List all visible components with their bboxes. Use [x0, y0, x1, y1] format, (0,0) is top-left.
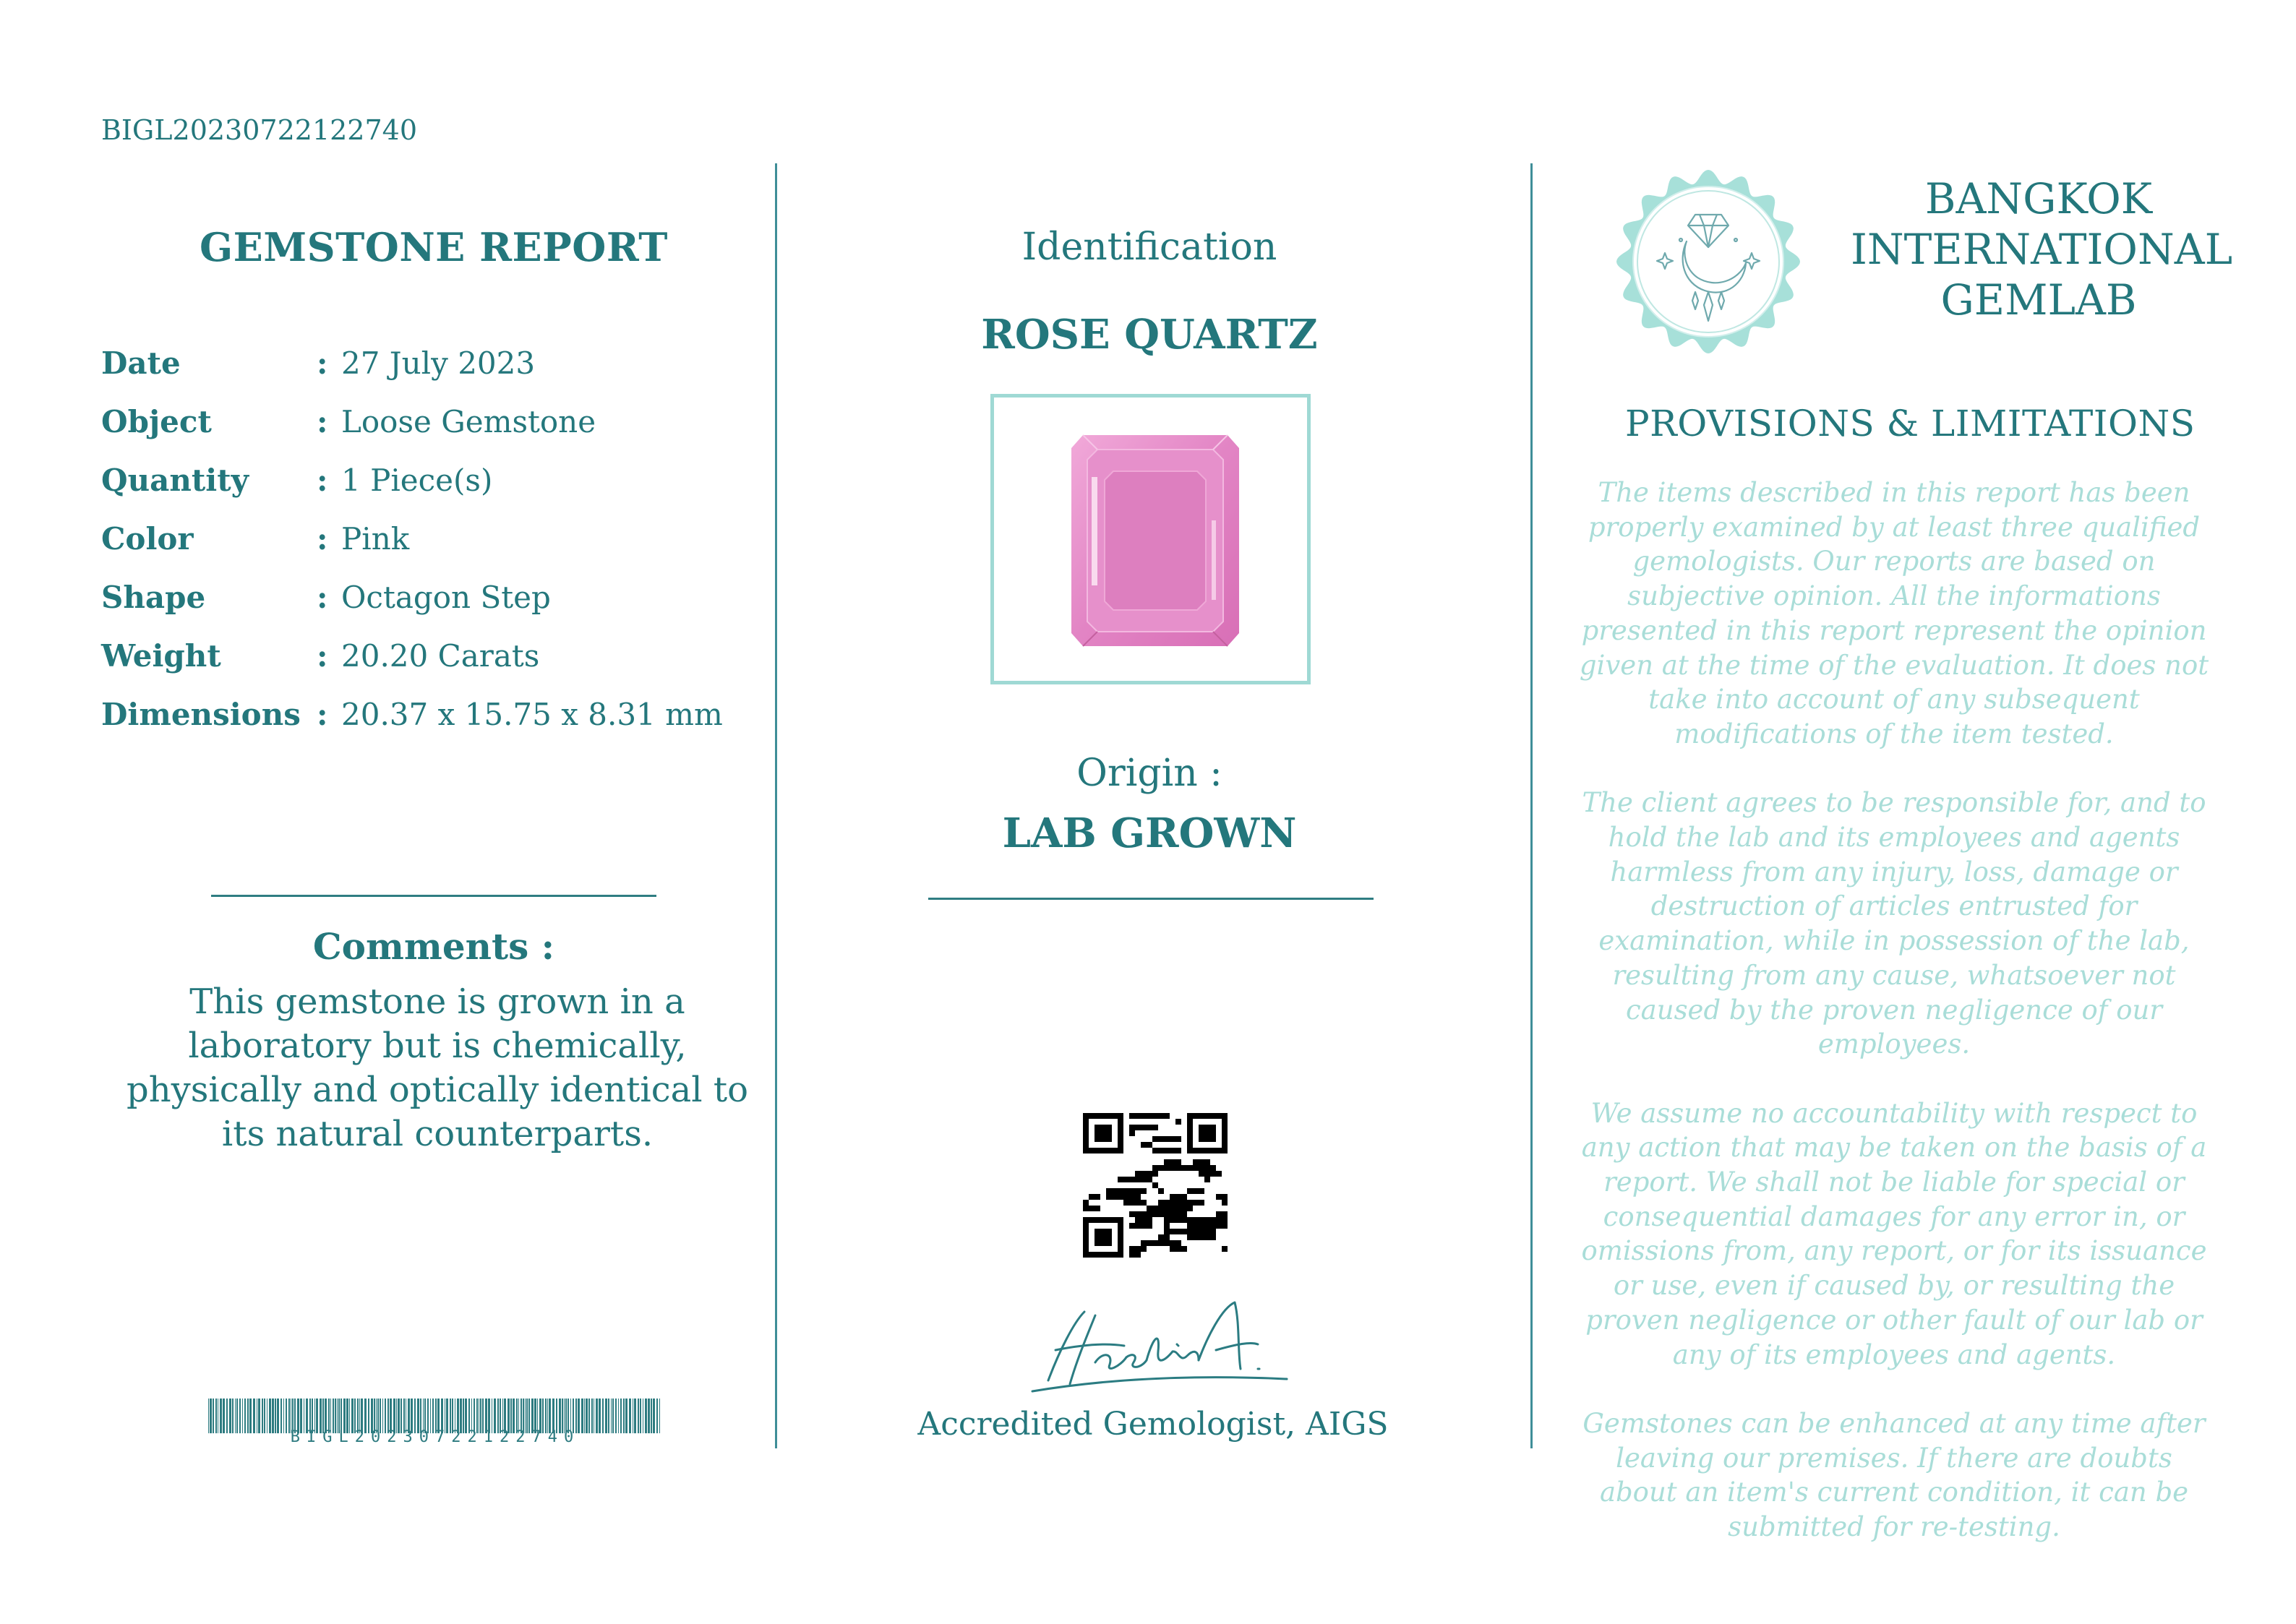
origin-value: LAB GROWN	[1002, 809, 1297, 857]
signature-icon	[1005, 1294, 1294, 1402]
field-label: Color	[101, 521, 194, 557]
comments-title: Comments :	[312, 925, 555, 968]
lab-name-line: GEMLAB	[1940, 275, 2137, 325]
field-value: Pink	[341, 521, 410, 557]
field-colon: :	[317, 697, 328, 732]
field-colon: :	[317, 580, 328, 615]
field-value: 27 July 2023	[341, 345, 536, 381]
field-label: Shape	[101, 580, 206, 615]
field-value: 1 Piece(s)	[341, 463, 493, 498]
field-label: Object	[101, 404, 212, 439]
lab-name-line: INTERNATIONAL	[1851, 225, 2233, 274]
field-label: Dimensions	[101, 697, 301, 732]
field-colon: :	[317, 638, 328, 674]
origin-divider	[928, 898, 1374, 900]
comments-text: This gemstone is grown in a laboratory but is chemically, physically and optically identical to its natural counterparts.	[126, 981, 748, 1154]
field-value: Loose Gemstone	[341, 404, 596, 439]
field-colon: :	[317, 463, 328, 498]
gem-name: ROSE QUARTZ	[981, 311, 1318, 358]
field-value: 20.37 x 15.75 x 8.31 mm	[341, 697, 723, 732]
report-id: BIGL20230722122740	[101, 114, 417, 146]
field-colon: :	[317, 404, 328, 439]
barcode-text: BIGL20230722122740	[290, 1428, 581, 1446]
signer-title: Accredited Gemologist, AIGS	[917, 1406, 1389, 1443]
provisions-paragraph: The client agrees to be responsible for, and to hold the lab and its employees and agents harmless from any injury, loss, damage or destruction of articles entrusted for examination, while in possession of the lab, resulting from any cause, whatsoever not caused by the proven negligence of our employees.	[1582, 787, 2206, 1060]
column-divider-left	[775, 163, 777, 1448]
gemstone-image	[1070, 434, 1241, 648]
provisions-paragraph: We assume no accountability with respect to any action that may be taken on the basis of a report. We shall not be liable for special or consequential damages for any error in, or omissions from, any report, or for its issuance or use, even if caused by, or resulting the proven negligence or other fault of our lab or any of its employees and agents.	[1581, 1097, 2207, 1370]
identification-label: Identification	[1021, 225, 1277, 269]
field-value: 20.20 Carats	[341, 638, 540, 674]
lab-name	[1851, 173, 2233, 325]
field-label: Date	[101, 345, 181, 381]
field-label: Weight	[101, 638, 221, 674]
field-colon: :	[317, 521, 328, 557]
provisions-paragraph: Gemstones can be enhanced at any time after leaving our premises. If there are doubts about an item's current condition, it can be submitted for re-testing.	[1582, 1407, 2206, 1543]
origin-label: Origin :	[1076, 752, 1222, 795]
gem-seal-logo-icon	[1614, 168, 1802, 356]
comments-divider	[211, 895, 656, 897]
lab-name-line: BANGKOK	[1924, 174, 2153, 223]
field-label: Quantity	[101, 463, 249, 498]
provisions-text	[1576, 476, 2212, 1578]
report-title: GEMSTONE REPORT	[200, 224, 668, 270]
qr-code-icon[interactable]	[1083, 1113, 1228, 1258]
field-colon: :	[317, 345, 328, 381]
column-divider-right	[1530, 163, 1533, 1448]
provisions-paragraph: The items described in this report has been properly examined by at least three qualified gemologists. Our reports are based on subjective opinion. All the informations presented in this report represent the opinion given at the time of the evaluation. It does not take into account of any subsequent modifications of the item tested.	[1579, 477, 2209, 749]
provisions-title: PROVISIONS & LIMITATIONS	[1625, 403, 2196, 444]
field-value: Octagon Step	[341, 580, 551, 615]
